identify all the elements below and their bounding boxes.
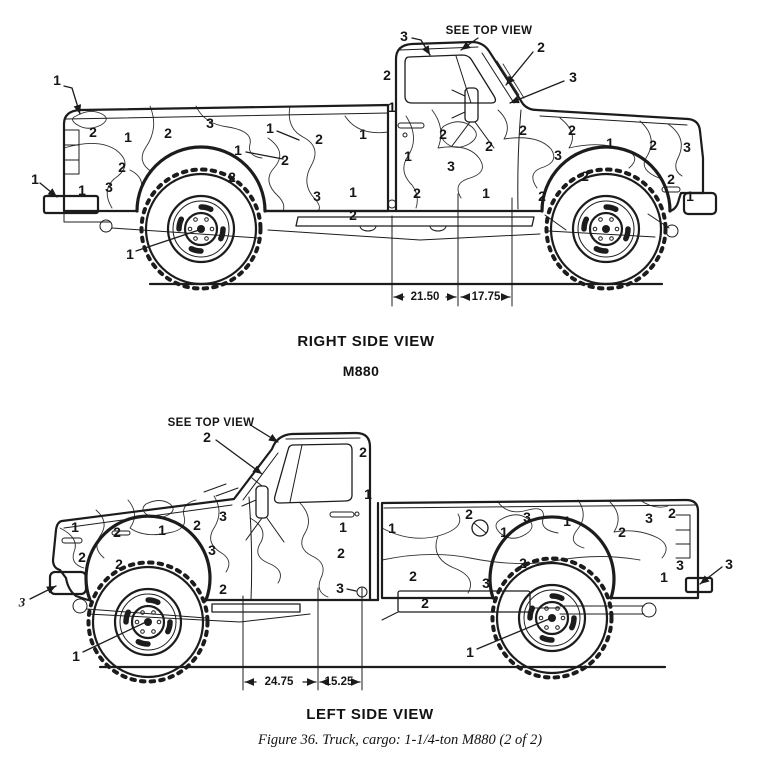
- camo-region-label: 2: [228, 169, 236, 185]
- camo-region-label: 3: [676, 557, 684, 573]
- see-top-view-note: SEE TOP VIEW: [445, 25, 533, 37]
- camo-region-label: 1: [72, 648, 80, 664]
- camo-region-label: 2: [219, 581, 227, 597]
- camo-region-label: 1: [53, 72, 61, 88]
- right-view-title: RIGHT SIDE VIEW: [297, 333, 435, 350]
- dimension-lines-left: [243, 588, 362, 690]
- camo-region-label: 2: [383, 67, 391, 83]
- camo-region-label: 2: [667, 171, 675, 187]
- camo-region-label: 1: [686, 188, 694, 204]
- camo-region-label: 1: [359, 126, 367, 142]
- camo-region-label: 2: [349, 207, 357, 223]
- camo-region-label: 1: [266, 120, 274, 136]
- camo-region-label: 1: [234, 142, 242, 158]
- rear-wheel-left-view: [493, 559, 612, 678]
- camo-region-label: 3: [206, 115, 214, 131]
- camo-region-label: 1: [364, 486, 372, 502]
- camo-region-label: 3: [336, 580, 344, 596]
- camo-region-label: 3: [219, 508, 227, 524]
- camo-region-label: 1: [124, 129, 132, 145]
- camo-region-label: 3: [208, 542, 216, 558]
- camo-region-label: 3: [569, 69, 577, 85]
- camo-region-label: 2: [193, 517, 201, 533]
- left-side-view-drawing: [0, 400, 761, 700]
- camo-region-label: 1: [606, 135, 614, 151]
- dimension-value: 21.50: [410, 291, 440, 303]
- camo-region-label: 2: [581, 168, 589, 184]
- camo-region-label: 2: [485, 138, 493, 154]
- camo-region-label: 1: [500, 524, 508, 540]
- camo-region-label: 2: [78, 549, 86, 565]
- mirror-right: [465, 88, 478, 122]
- mirror-left: [256, 486, 268, 518]
- camo-region-label: 3: [18, 594, 26, 610]
- figure-caption: Figure 36. Truck, cargo: 1-1/4-ton M880 (2 of 2): [257, 732, 543, 748]
- camo-region-label: 1: [158, 522, 166, 538]
- camo-region-label: 3: [313, 188, 321, 204]
- camo-region-label: 2: [537, 39, 545, 55]
- camo-region-label: 2: [649, 137, 657, 153]
- camo-region-label: 1: [71, 519, 79, 535]
- camo-region-label: 2: [668, 505, 676, 521]
- camo-region-label: 2: [115, 556, 123, 572]
- camo-region-label: 2: [315, 131, 323, 147]
- camo-region-label: 1: [349, 184, 357, 200]
- rear-wheel-right-view: [142, 170, 261, 289]
- camo-region-label: 2: [118, 159, 126, 175]
- camo-region-label: 2: [538, 188, 546, 204]
- camo-region-label: 2: [409, 568, 417, 584]
- camo-region-label: 2: [337, 545, 345, 561]
- camo-region-label: 2: [281, 152, 289, 168]
- front-wheel-left-view: [89, 563, 208, 682]
- dimension-value: 15.25: [324, 676, 354, 688]
- camo-region-label: 2: [164, 125, 172, 141]
- dimension-value: 24.75: [264, 676, 294, 688]
- camo-region-label: 3: [482, 575, 490, 591]
- dimension-value: 17.75: [471, 291, 501, 303]
- camo-region-label: 2: [89, 124, 97, 140]
- camo-region-label: 1: [563, 513, 571, 529]
- camo-region-label: 2: [421, 595, 429, 611]
- camo-region-label: 2: [203, 429, 211, 445]
- camo-region-label: 2: [519, 122, 527, 138]
- camo-region-label: 3: [725, 556, 733, 572]
- camo-region-label: 2: [439, 126, 447, 142]
- see-top-view-note: SEE TOP VIEW: [167, 417, 255, 429]
- camo-region-label: 3: [400, 28, 408, 44]
- camo-region-label: 1: [78, 182, 86, 198]
- labels-left: [18, 417, 733, 688]
- camo-region-label: 3: [105, 179, 113, 195]
- camo-region-label: 2: [618, 524, 626, 540]
- camo-region-label: 1: [404, 148, 412, 164]
- camo-region-label: 2: [113, 524, 121, 540]
- camo-region-label: 2: [519, 555, 527, 571]
- camo-region-label: 2: [568, 122, 576, 138]
- left-view-title: LEFT SIDE VIEW: [306, 706, 434, 723]
- camo-region-label: 1: [388, 99, 396, 115]
- camouflage-pattern-right: [64, 61, 682, 211]
- camo-region-label: 2: [359, 444, 367, 460]
- camo-region-label: 1: [31, 171, 39, 187]
- camo-region-label: 3: [523, 509, 531, 525]
- camo-region-label: 1: [466, 644, 474, 660]
- camo-region-label: 1: [482, 185, 490, 201]
- camo-region-label: 2: [413, 185, 421, 201]
- camo-region-label: 3: [447, 158, 455, 174]
- labels-right: [31, 25, 694, 303]
- model-label: M880: [342, 363, 380, 379]
- right-side-view-drawing: [0, 0, 761, 315]
- camo-region-label: 2: [465, 506, 473, 522]
- camo-region-label: 1: [339, 519, 347, 535]
- camouflage-pattern-left: [60, 496, 668, 597]
- camo-region-label: 3: [683, 139, 691, 155]
- camo-region-label: 1: [660, 569, 668, 585]
- camo-region-label: 1: [388, 520, 396, 536]
- camo-region-label: 3: [554, 147, 562, 163]
- camo-region-label: 1: [126, 246, 134, 262]
- camo-region-label: 3: [645, 510, 653, 526]
